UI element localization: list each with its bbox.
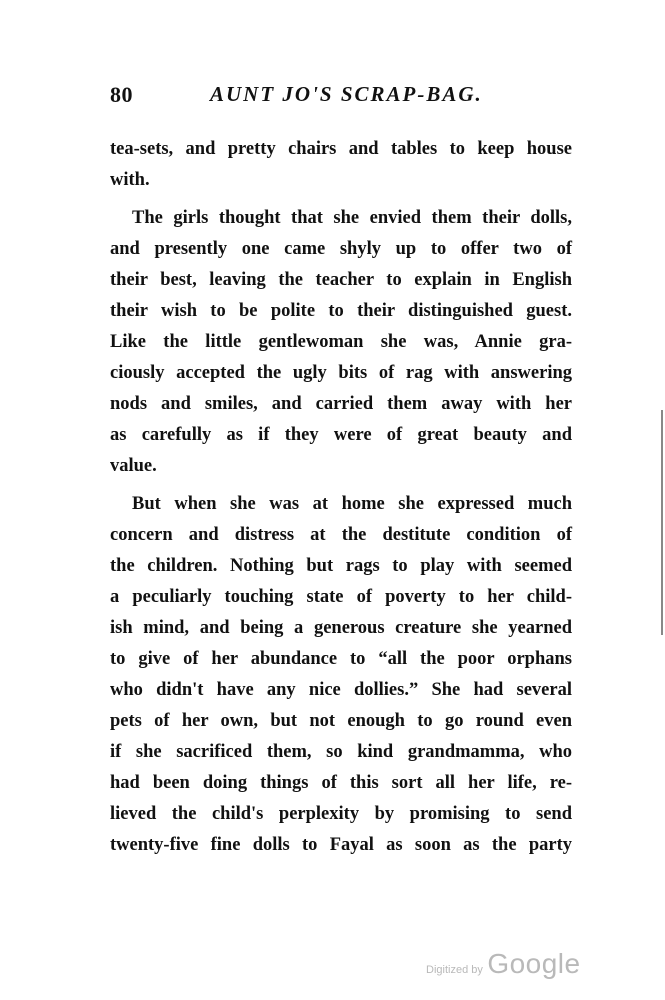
page-header (110, 82, 575, 116)
text-line: if she sacrificed them, so kind grandmamma, who (110, 742, 572, 762)
text-line: pets of her own, but not enough to go round even (110, 711, 572, 731)
paragraph (110, 203, 572, 482)
text-line: tea-sets, and pretty chairs and tables to keep house (110, 139, 572, 159)
scan-edge-mark (661, 410, 663, 635)
text-line: lieved the child's perplexity by promising to send (110, 804, 572, 824)
text-line: with. (110, 170, 150, 190)
text-line: twenty-five fine dolls to Fayal as soon as the party (110, 835, 572, 855)
text-line: ish mind, and being a generous creature she yearned (110, 618, 572, 638)
paragraph (110, 489, 572, 861)
text-line: value. (110, 456, 157, 476)
text-line: But when she was at home she expressed much (132, 494, 572, 514)
text-line: the children. Nothing but rags to play with seemed (110, 556, 572, 576)
text-line: their wish to be polite to their distinguished guest. (110, 301, 572, 321)
text-line: Like the little gentlewoman she was, Annie gra- (110, 332, 572, 352)
text-line: concern and distress at the destitute condition of (110, 525, 572, 545)
page-number: 80 (110, 82, 133, 107)
watermark-prefix: Digitized by (426, 964, 483, 976)
body-text (110, 134, 572, 861)
text-line: their best, leaving the teacher to explain in English (110, 270, 572, 290)
digitized-watermark (426, 948, 581, 980)
text-line: had been doing things of this sort all her life, re- (110, 773, 572, 793)
text-line: who didn't have any nice dollies.” She had several (110, 680, 572, 700)
text-line: a peculiarly touching state of poverty to her child- (110, 587, 572, 607)
text-line: to give of her abundance to “all the poor orphans (110, 649, 572, 669)
text-line: ciously accepted the ugly bits of rag with answering (110, 363, 572, 383)
watermark-brand: Google (487, 948, 581, 979)
running-title: AUNT JO'S SCRAP-BAG. (210, 82, 483, 106)
paragraph (110, 134, 572, 196)
text-line: and presently one came shyly up to offer two of (110, 239, 572, 259)
text-line: as carefully as if they were of great beauty and (110, 425, 572, 445)
text-line: The girls thought that she envied them their dolls, (132, 208, 572, 228)
text-line: nods and smiles, and carried them away with her (110, 394, 572, 414)
